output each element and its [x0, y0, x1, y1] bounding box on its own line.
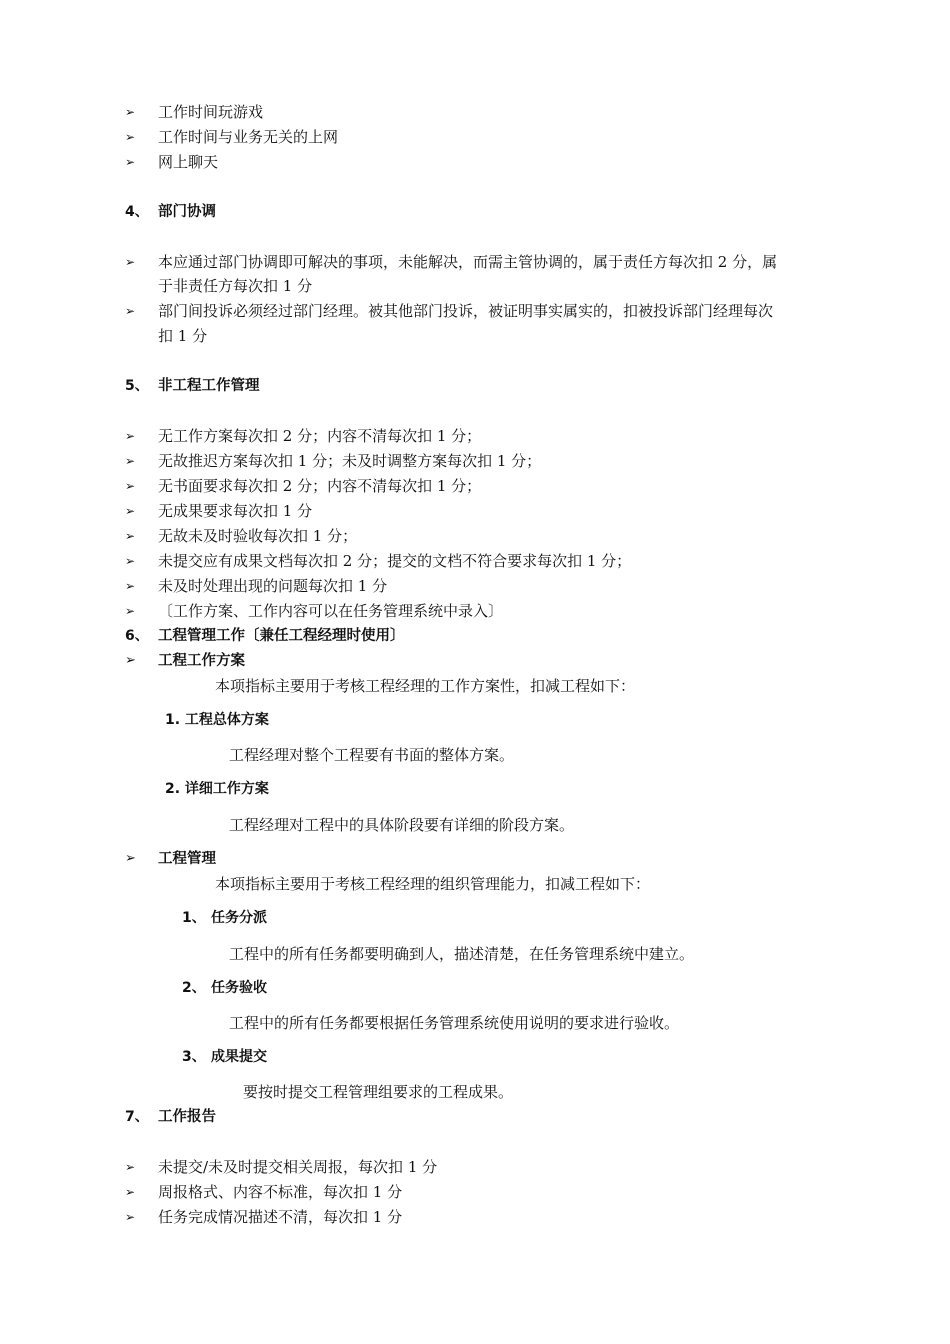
- bullet-arrow-icon: ➢: [125, 454, 136, 468]
- section-number: 4、: [125, 204, 149, 220]
- bullet-arrow-icon: ➢: [125, 1210, 136, 1224]
- list-item: 任务完成情况描述不清，每次扣 1 分: [158, 1208, 403, 1226]
- item-heading: 成果提交: [211, 1049, 267, 1065]
- bullet-arrow-icon: ➢: [125, 255, 136, 269]
- list-item: 无书面要求每次扣 2 分；内容不清每次扣 1 分；: [158, 477, 482, 495]
- bullet-arrow-icon: ➢: [125, 653, 136, 668]
- list-item: 无工作方案每次扣 2 分；内容不清每次扣 1 分；: [158, 427, 482, 445]
- bullet-arrow-icon: ➢: [125, 554, 136, 568]
- intro-text: 本项指标主要用于考核工程经理的组织管理能力，扣减工程如下：: [215, 875, 651, 893]
- item-text: 工程中的所有任务都要明确到人，描述清楚，在任务管理系统中建立。: [229, 945, 695, 963]
- bullet-arrow-icon: ➢: [125, 504, 136, 518]
- item-number: 1、: [182, 910, 206, 926]
- bullet-arrow-icon: ➢: [125, 1160, 136, 1174]
- list-item: 本应通过部门协调即可解决的事项，未能解决，而需主管协调的，属于责任方每次扣 2 分，属: [158, 253, 778, 271]
- item-text: 工程经理对工程中的具体阶段要有详细的阶段方案。: [229, 816, 575, 834]
- list-item: 工作时间与业务无关的上网: [158, 128, 339, 146]
- list-item-continued: 扣 1 分: [158, 327, 208, 345]
- bullet-arrow-icon: ➢: [125, 1185, 136, 1199]
- list-item: 无故推迟方案每次扣 1 分；未及时调整方案每次扣 1 分；: [158, 452, 542, 470]
- intro-text: 本项指标主要用于考核工程经理的工作方案性，扣减工程如下：: [215, 677, 636, 695]
- list-item: 〔工作方案、工作内容可以在任务管理系统中录入〕: [158, 602, 504, 620]
- bullet-arrow-icon: ➢: [125, 579, 136, 593]
- list-item: 工作时间玩游戏: [158, 103, 264, 121]
- section-number: 5、: [125, 378, 149, 394]
- bullet-arrow-icon: ➢: [125, 130, 136, 144]
- item-heading: 任务分派: [211, 910, 267, 926]
- item-heading: 1. 工程总体方案: [165, 712, 269, 728]
- bullet-arrow-icon: ➢: [125, 529, 136, 543]
- item-number: 3、: [182, 1049, 206, 1065]
- bullet-arrow-icon: ➢: [125, 304, 136, 318]
- list-item: 无成果要求每次扣 1 分: [158, 502, 313, 520]
- list-item: 部门间投诉必须经过部门经理。被其他部门投诉，被证明事实属实的，扣被投诉部门经理每次: [158, 302, 774, 320]
- item-text: 要按时提交工程管理组要求的工程成果。: [243, 1083, 514, 1101]
- item-text: 工程中的所有任务都要根据任务管理系统使用说明的要求进行验收。: [229, 1014, 680, 1032]
- bullet-arrow-icon: ➢: [125, 429, 136, 443]
- bullet-arrow-icon: ➢: [125, 604, 136, 618]
- bullet-arrow-icon: ➢: [125, 155, 136, 169]
- subsection-heading: 工程管理: [158, 851, 216, 867]
- section-number: 7、: [125, 1109, 149, 1125]
- list-item: 未及时处理出现的问题每次扣 1 分: [158, 577, 388, 595]
- item-heading: 2. 详细工作方案: [165, 781, 269, 797]
- bullet-arrow-icon: ➢: [125, 105, 136, 119]
- list-item: 未提交/未及时提交相关周报，每次扣 1 分: [158, 1158, 438, 1176]
- subsection-heading: 工程工作方案: [158, 653, 245, 669]
- bullet-arrow-icon: ➢: [125, 479, 136, 493]
- item-number: 2、: [182, 980, 206, 996]
- section-heading: 工作报告: [158, 1109, 216, 1125]
- section-number: 6、: [125, 628, 149, 644]
- item-text: 工程经理对整个工程要有书面的整体方案。: [229, 746, 515, 764]
- list-item: 网上聊天: [158, 153, 219, 171]
- section-heading: 非工程工作管理: [158, 378, 260, 394]
- list-item-continued: 于非责任方每次扣 1 分: [158, 277, 313, 295]
- section-heading: 工程管理工作〔兼任工程经理时使用〕: [158, 628, 405, 644]
- list-item: 周报格式、内容不标准，每次扣 1 分: [158, 1183, 403, 1201]
- item-heading: 任务验收: [211, 980, 267, 996]
- list-item: 无故未及时验收每次扣 1 分；: [158, 527, 358, 545]
- section-heading: 部门协调: [158, 204, 216, 220]
- bullet-arrow-icon: ➢: [125, 851, 136, 866]
- list-item: 未提交应有成果文档每次扣 2 分；提交的文档不符合要求每次扣 1 分；: [158, 552, 632, 570]
